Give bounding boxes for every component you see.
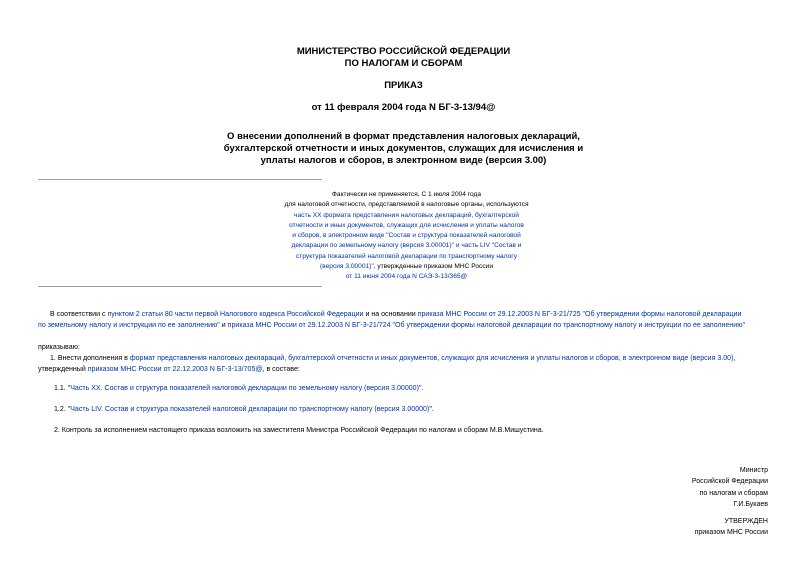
note-text: , утвержденные приказом МНС России bbox=[373, 263, 494, 271]
divider-top bbox=[38, 179, 322, 180]
preamble-text: и на основании bbox=[363, 311, 418, 318]
note-link[interactable]: декларации по земельному налогу (версия 3.00001)" и часть LIV "Состав и bbox=[291, 242, 522, 250]
item-1-text: , bbox=[733, 355, 736, 362]
order-725-link[interactable]: приказа МНС России от 29.12.2003 N БГ-3-21/725 "Об утверждении формы налоговой декларации bbox=[417, 311, 742, 318]
doc-title bbox=[0, 131, 807, 167]
signature-line: Г.И.Букаев bbox=[733, 500, 768, 508]
preamble-text: В соответствии с bbox=[50, 311, 108, 318]
status-note bbox=[240, 190, 573, 283]
order-word: приказываю: bbox=[38, 344, 80, 351]
item-1-1 bbox=[54, 383, 423, 394]
note-link[interactable]: отчетности и иных документов, служащих для исчисления и уплаты налогов bbox=[289, 221, 524, 229]
item-1-2-text: ". bbox=[429, 406, 434, 413]
item-2: 2. Контроль за исполнением настоящего приказа возложить на заместителя Министра Российской Федерации по налогам и сборам М.В.Мишустина. bbox=[54, 427, 544, 434]
item-1 bbox=[50, 353, 735, 364]
title-line-1: О внесении дополнений в формат представления налоговых деклараций, bbox=[227, 131, 580, 142]
note-link[interactable]: структура показателей налоговой декларации по транспортному налогу bbox=[296, 252, 517, 260]
order-705-link[interactable]: приказом МНС России от 22.12.2003 N БГ-3-13/705@ bbox=[87, 366, 263, 373]
preamble-paragraph-cont bbox=[38, 320, 745, 331]
title-line-3: уплаты налогов и сборов, в электронном виде (версия 3.00) bbox=[260, 155, 547, 166]
item-1-text: , в составе: bbox=[262, 366, 300, 373]
doc-date-number-text: от 11 февраля 2004 года N БГ-3-13/94@ bbox=[311, 102, 496, 113]
order-724-link[interactable]: приказа МНС России от 29.12.2003 N БГ-3-21/724 "Об утверждении формы налоговой декларации по транспортному налогу и инструкции по ее заполнению" bbox=[227, 322, 746, 329]
signature-line: Российской Федерации bbox=[691, 478, 768, 486]
signature-block bbox=[568, 465, 768, 510]
item-1-2-text: 1.2. " bbox=[54, 406, 71, 413]
note-line: для налоговой отчетности, представляемой в налоговые органы, используются bbox=[284, 201, 529, 209]
note-line bbox=[240, 262, 573, 272]
part-liv-link[interactable]: Часть LIV. Состав и структура показателей налоговой декларации по транспортному налогу (версия 3.00000) bbox=[70, 406, 430, 413]
title-line-2: бухгалтерской отчетности и иных документов, служащих для исчисления и bbox=[223, 143, 584, 154]
approval-line: УТВЕРЖДЕН bbox=[724, 518, 768, 525]
approval-line: приказом МНС России bbox=[694, 529, 768, 537]
item-1-1-text: 1.1. " bbox=[54, 385, 71, 392]
signature-line: Министр bbox=[739, 467, 768, 474]
note-link[interactable]: (версия 3.00001)" bbox=[319, 263, 374, 271]
ministry-line-2: ПО НАЛОГАМ И СБОРАМ bbox=[344, 58, 463, 69]
part-xx-link[interactable]: Часть XX. Состав и структура показателей налоговой декларации по земельному налогу (версия 3.00000) bbox=[70, 385, 419, 392]
tax-code-link[interactable]: пунктом 2 статьи 80 части первой Налогового кодекса Российской Федерации bbox=[107, 311, 364, 318]
note-link[interactable]: часть XX формата представления налоговых деклараций, бухгалтерской bbox=[294, 211, 519, 219]
format-link[interactable]: формат представления налоговых деклараций, бухгалтерской отчетности и иных документов, служащих для исчисления и уплаты налогов и сборов, в электронном виде (версия 3.00) bbox=[129, 355, 734, 362]
doc-type bbox=[0, 80, 807, 92]
item-1-1-text: ". bbox=[418, 385, 424, 392]
doc-date-number bbox=[0, 102, 807, 114]
ministry-line-1: МИНИСТЕРСТВО РОССИЙСКОЙ ФЕДЕРАЦИИ bbox=[296, 46, 511, 57]
item-1-cont bbox=[38, 364, 300, 375]
note-link[interactable]: и сборов, в электронном виде "Состав и структура показателей налоговой bbox=[292, 232, 521, 240]
divider-bottom bbox=[38, 286, 322, 287]
note-line: Фактически не применяется, С 1 июля 2004 года bbox=[331, 191, 482, 198]
note-link[interactable]: от 11 июня 2004 года N САЭ-3-13/365@ bbox=[345, 273, 468, 281]
doc-type-label: ПРИКАЗ bbox=[384, 80, 423, 91]
signature-line: по налогам и сборам bbox=[699, 489, 768, 497]
item-1-text: 1. Внести дополнения в bbox=[50, 355, 130, 362]
preamble-paragraph bbox=[50, 309, 741, 320]
preamble-text: и bbox=[219, 322, 228, 329]
approval-block bbox=[568, 516, 768, 539]
document-header bbox=[0, 46, 807, 70]
item-1-2 bbox=[54, 404, 434, 415]
order-725-link[interactable]: по земельному налогу и инструкции по ее заполнению" bbox=[38, 322, 220, 329]
item-1-text: утвержденный bbox=[38, 366, 88, 373]
